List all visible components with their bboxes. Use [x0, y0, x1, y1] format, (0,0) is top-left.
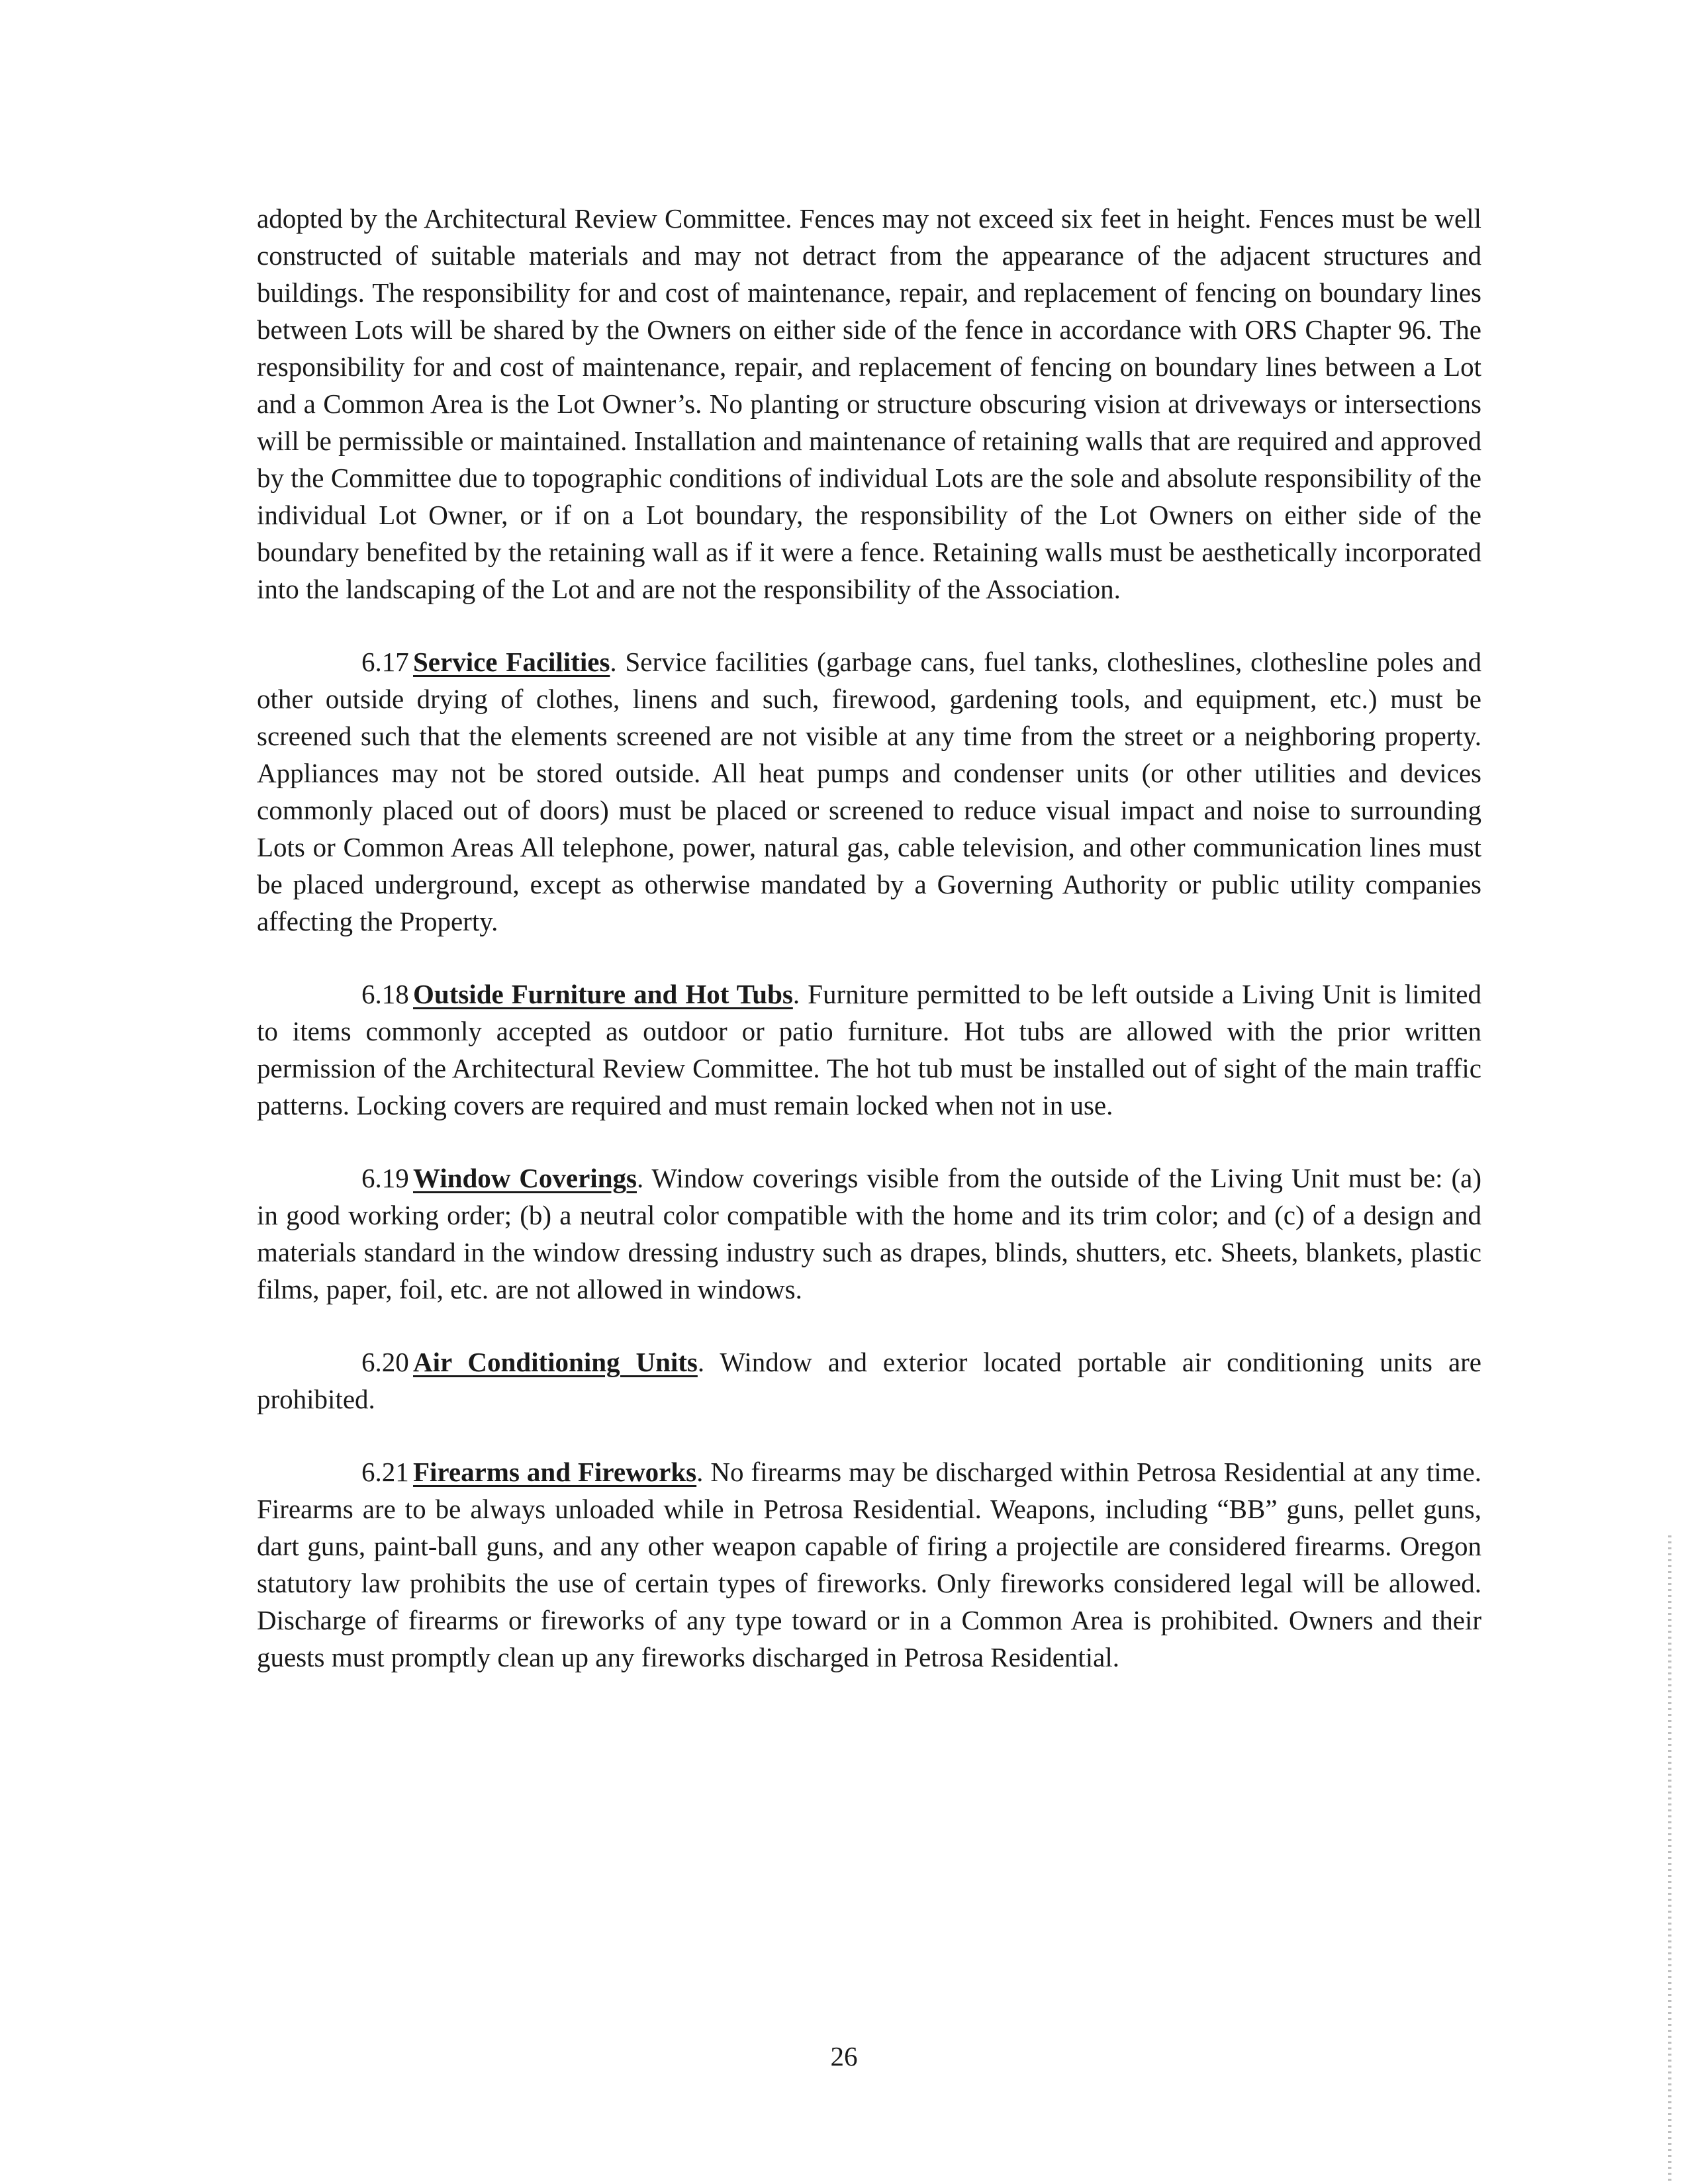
- section-6-18: [257, 976, 1481, 1124]
- section-heading: Outside Furniture and Hot Tubs: [413, 979, 793, 1009]
- page-number: 26: [830, 2041, 858, 2071]
- section-6-19: [257, 1160, 1481, 1308]
- scan-edge-artifact: [1668, 1535, 1671, 2184]
- section-body: . Furniture permitted to be left outside a Living Unit is limited to items commonly accepted as outdoor or patio furniture. Hot tubs are allowed with the prior written permission of the Architectural Review Committee. The hot tub must be installed out of sight of the main traffic patterns. Locking covers are required and must remain locked when not in use.: [257, 979, 1481, 1120]
- section-heading: Window Coverings: [413, 1163, 637, 1193]
- section-6-20: [257, 1343, 1481, 1418]
- section-heading: Firearms and Fireworks: [413, 1457, 697, 1487]
- section-6-21: [257, 1453, 1481, 1676]
- section-number: 6.21: [361, 1457, 409, 1487]
- section-body: . Window and exterior located portable air conditioning units are prohibited.: [257, 1347, 1481, 1414]
- section-number: 6.19: [361, 1163, 409, 1193]
- section-body: . Service facilities (garbage cans, fuel tanks, clotheslines, clothesline poles and other outside drying of clothes, linens and such, firewood, gardening tools, and equipment, etc.) must be screened such that the elements screened are not visible at any time from the street or a neighboring property. Appliances may not be stored outside. All heat pumps and condenser units (or other utilities and devices commonly placed out of doors) must be placed or screened to reduce visual impact and noise to surrounding Lots or Common Areas All telephone, power, natural gas, cable television, and other communication lines must be placed underground, except as otherwise mandated by a Governing Authority or public utility companies affecting the Property.: [257, 647, 1481, 936]
- section-6-17: [257, 643, 1481, 940]
- section-heading: Air Conditioning Units: [413, 1347, 698, 1377]
- section-number: 6.18: [361, 979, 409, 1009]
- section-body: . Window coverings visible from the outside of the Living Unit must be: (a) in good working order; (b) a neutral color compatible with the home and its trim color; and (c) of a design and materials standard in the window dressing industry such as drapes, blinds, shutters, etc. Sheets, blankets, plastic films, paper, foil, etc. are not allowed in windows.: [257, 1163, 1481, 1304]
- section-heading: Service Facilities: [413, 647, 610, 677]
- section-body: . No firearms may be discharged within Petrosa Residential at any time. Firearms are to be always unloaded while in Petrosa Residential. Weapons, including “BB” guns, pellet guns, dart guns, paint-ball guns, and any other weapon capable of firing a projectile are considered firearms. Oregon statutory law prohibits the use of certain types of fireworks. Only fireworks considered legal will be allowed. Discharge of firearms or fireworks of any type toward or in a Common Area is prohibited. Owners and their guests must promptly clean up any fireworks discharged in Petrosa Residential.: [257, 1457, 1481, 1672]
- section-number: 6.20: [361, 1347, 409, 1377]
- section-number: 6.17: [361, 647, 409, 677]
- intro-paragraph: adopted by the Architectural Review Committee. Fences may not exceed six feet in height. Fences must be well constructed of suitable materials and may not detract from the appearance of the adjacent structures and buildings. The responsibility for and cost of maintenance, repair, and replacement of fencing on boundary lines between Lots will be shared by the Owners on either side of the fence in accordance with ORS Chapter 96. The responsibility for and cost of maintenance, repair, and replacement of fencing on boundary lines between a Lot and a Common Area is the Lot Owner’s. No planting or structure obscuring vision at driveways or intersections will be permissible or maintained. Installation and maintenance of retaining walls that are required and approved by the Committee due to topographic conditions of individual Lots are the sole and absolute responsibility of the individual Lot Owner, or if on a Lot boundary, the responsibility of the Lot Owners on either side of the boundary benefited by the retaining wall as if it were a fence. Retaining walls must be aesthetically incorporated into the landscaping of the Lot and are not the responsibility of the Association.: [257, 203, 1481, 604]
- document-body: [257, 200, 1481, 1711]
